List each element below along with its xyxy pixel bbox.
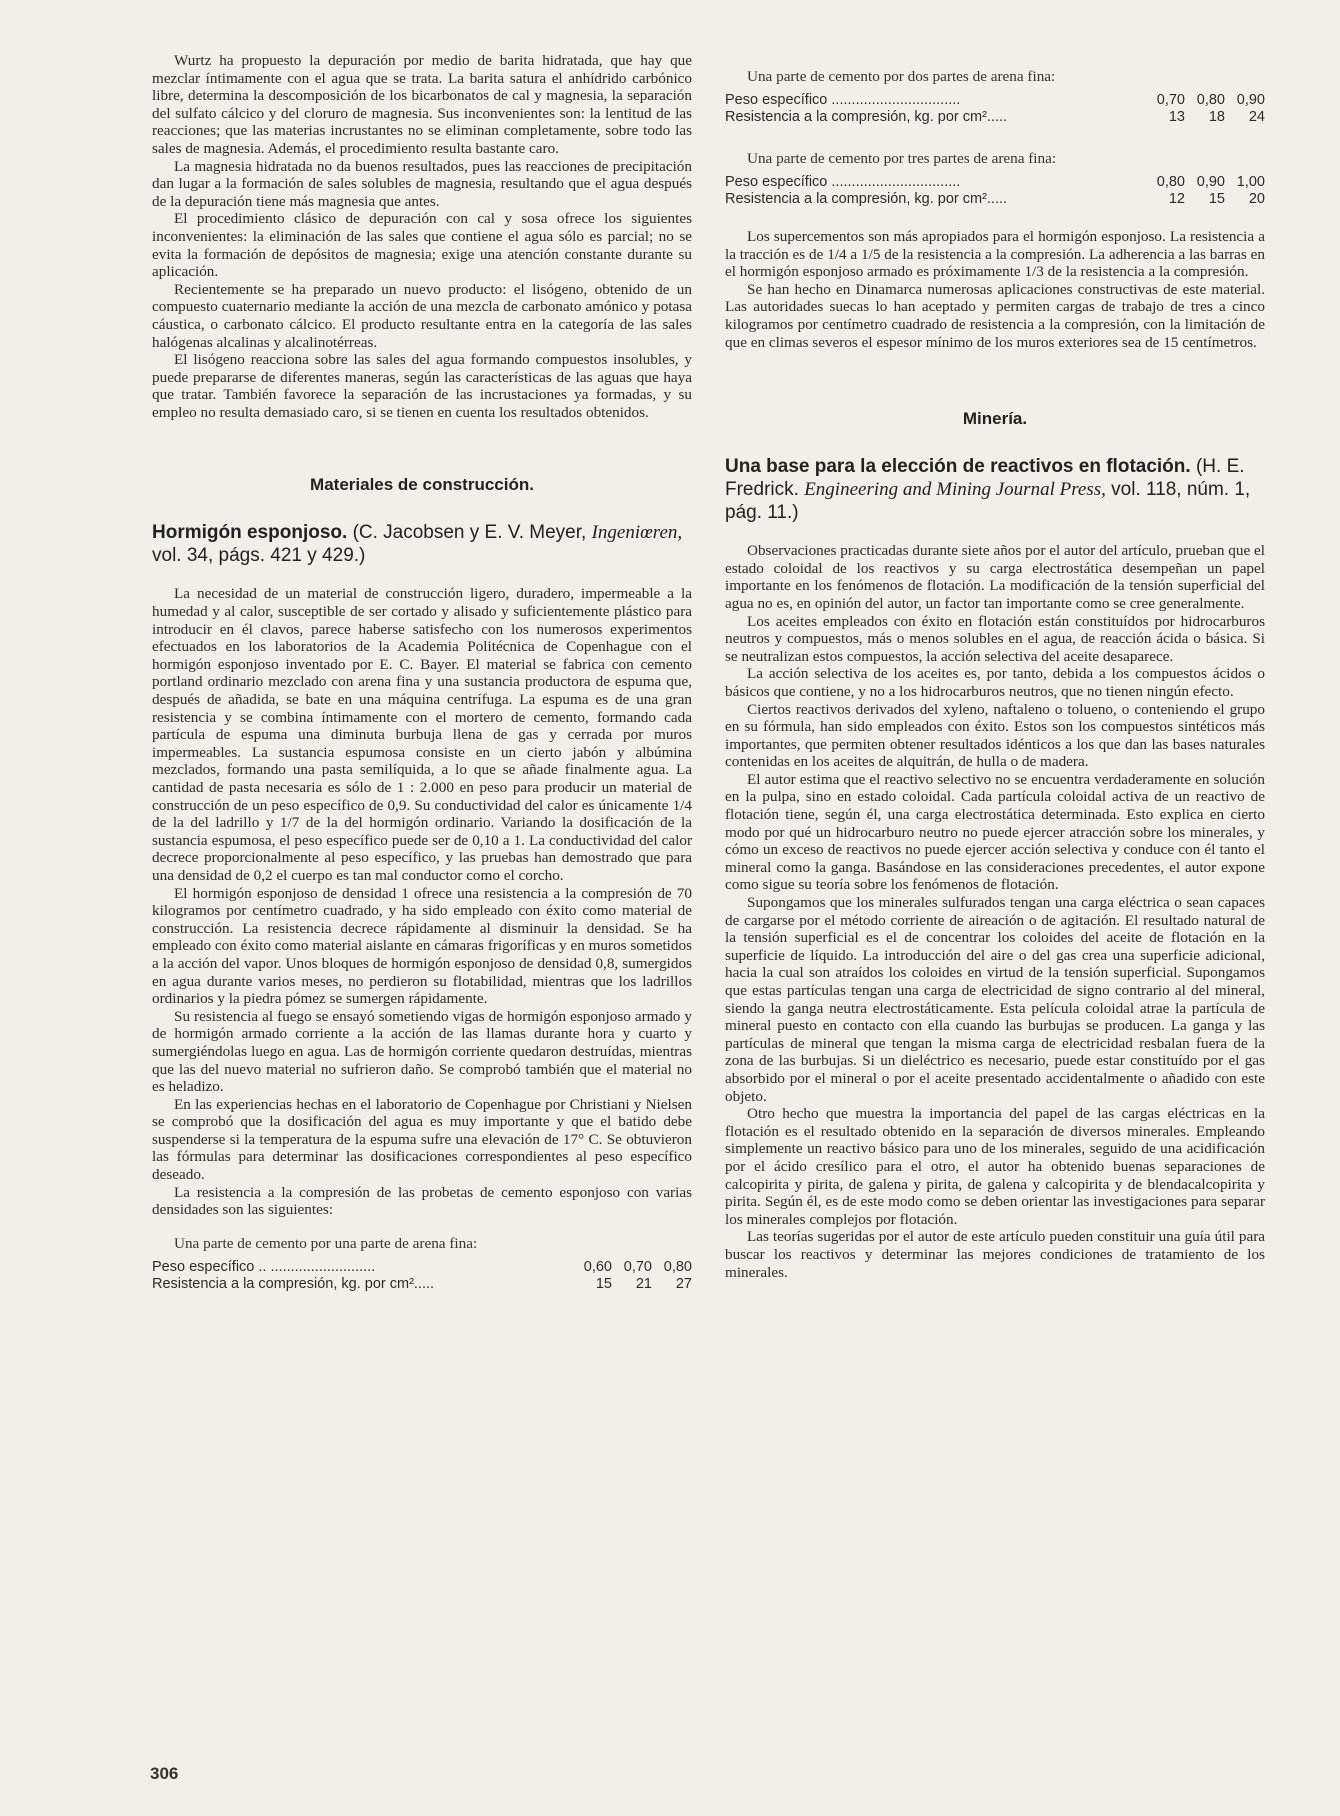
article-title-hormigon	[152, 521, 692, 567]
table-row: Resistencia a la compresión, kg. por cm²..... 13 18 24	[725, 109, 1265, 125]
body-paragraph: Otro hecho que muestra la importancia del papel de las cargas eléctricas en la flotación es el resultado obtenido en la separación de diversos minerales. Empleando simplemente un reactivo básico para uno de los minerales, seguido de una acidificación por el ácido cresílico para el otro, el autor ha obtenido buenas separaciones de calcopirita y pirita, de galena y pirita, de galena y calcopirita y de blendacalcopirita y pirita. Según él, es de este modo como se deben orientar las investigaciones para separar los minerales complejos por flotación.	[725, 1105, 1265, 1228]
body-paragraph: Las teorías sugeridas por el autor de este artículo pueden constituir una guía útil para buscar los reactivos y determinar las mejores condiciones de tratamiento de los minerales.	[725, 1228, 1265, 1281]
article-authors: (H. E. Fredrick.	[725, 456, 1245, 501]
article-heading: Una base para la elección de reactivos en flotación.	[725, 456, 1191, 478]
body-paragraph: Supongamos que los minerales sulfurados tengan una carga eléctrica o sean capaces de cargarse por el método corriente de aireación o de agitación. El resultado natural de la tensión superficial es el de concentrar los coloides del aceite de flotación en la superficie de líquido. La introducción del aire o del gas crea una superficie adicional, hacia la cual son atraídos los coloides en virtud de la tensión superficial. Supongamos que estas partículas tengan una carga de electricidad de signo contrario al del mineral, siendo la ganga neutra electrostáticamente. Esta película coloidal atrae la partícula de mineral puesto en contacto con ella cuando las burbujas se producen. La ganga y las partículas de mineral que tengan la misma carga de electricidad resbalan fuera de la zona de las burbujas. Si un dieléctrico es necesario, puede estar constituído por el gas absorbido por el mineral o por el aceite presentado accidentalmente o añadido con este objeto.	[725, 894, 1265, 1105]
article-ref: vol. 118, núm. 1, pág. 11.)	[725, 479, 1251, 524]
table-row: Resistencia a la compresión, kg. por cm²..... 12 15 20	[725, 191, 1265, 207]
article-journal: Engineering and Mining Journal Press,	[804, 479, 1106, 501]
article-ref: vol. 34, págs. 421 y 429.)	[152, 545, 366, 567]
body-paragraph: Ciertos reactivos derivados del xyleno, naftaleno o tolueno, o conteniendo el grupo en su fórmula, han sido empleados con éxito. Estos son los compuestos sintéticos más importantes, que permiten obtener resultados idénticos a los que dan las bases naturales contenidas en los aceites de alquitrán, de hulla o de madera.	[725, 700, 1265, 771]
right-column	[725, 52, 1265, 1281]
left-column	[152, 52, 692, 1293]
body-paragraph: La necesidad de un material de construcción ligero, duradero, impermeable a la humedad y al calor, susceptible de ser cortado y alisado y suficientemente plástico para introducir en él clavos, parece haberse satisfecho con los numerosos experimentos efectuados en los laboratorios de la Academia Politécnica de Copenhague con el hormigón esponjoso inventado por E. C. Bayer. El material se fabrica con cemento portland ordinario mezclado con arena fina y una sustancia productora de espuma que, después de añadida, se bate en una máquina centrífuga. La espuma es de una gran resistencia y se combina íntimamente con el mortero de cemento, formando cada partícula de espuma una diminuta burbuja llena de gas y cerrada por muros impermeables. La sustancia espumosa consiste en un cierto jabón y albúmina mezclados, formando una pasta semilíquida, a lo que se añade finalmente agua. La cantidad de pasta necesaria es sólo de 1 : 2.000 en peso para producir un material de construcción de un peso específico de 0,9. Su conductividad del calor es únicamente 1/4 de la del ladrillo y 1/7 de la del hormigón ordinario. Variando la dosificación de la sustancia espumosa, el peso específico puede ser de 0,10 a 1. La conductividad del calor decrece proporcionalmente al peso específico, y las pruebas han demostrado que para una densidad de 0,2 el cuerpo es tan mal conductor como el corcho.	[152, 585, 692, 884]
body-paragraph: En las experiencias hechas en el laboratorio de Copenhague por Christiani y Nielsen se comprobó que la dosificación del agua es muy importante y que el batido debe suspenderse si la temperatura de la espuma sufre una elevación de 17° C. Se obtuvieron las fórmulas para determinar las dosificaciones correspondientes al peso específico deseado.	[152, 1095, 692, 1184]
table3	[725, 174, 1265, 208]
article-title-flotacion	[725, 455, 1265, 524]
table-row: Peso específico .. .......................... 0,60 0,70 0,80	[152, 1258, 692, 1275]
article-journal: Ingeniœren,	[591, 522, 683, 544]
body-paragraph: El autor estima que el reactivo selectivo no se encuentra verdaderamente en solución en la pulpa, sino en estado coloidal. Cada partícula coloidal activa de un reactivo de flotación tiene, según él, una carga electrostática determinada. Esto explica en cierto modo por qué un hidrocarburo neutro no puede ejercer atracción sobre los minerales, y cómo un exceso de reactivos no puede ejercer acción selectiva y conduce con él tanto el mineral como la ganga. Basándose en las consideraciones precedentes, el autor expone como sigue su teoría sobre los fenómenos de flotación.	[725, 770, 1265, 894]
table-row: Resistencia a la compresión, kg. por cm²..... 15 21 27	[152, 1275, 692, 1292]
table1	[152, 1259, 692, 1293]
body-paragraph: Se han hecho en Dinamarca numerosas aplicaciones constructivas de este material. Las autoridades suecas lo han aceptado y permiten cargas de trabajo de tres a cinco kilogramos por centímetro cuadrado de resistencia a la compresión, con la limitación de que en climas severos el espesor mínimo de los muros exteriores sea de 15 centímetros.	[725, 280, 1265, 351]
table3-caption: Una parte de cemento por tres partes de arena fina:	[747, 150, 1057, 167]
table-row: Peso específico ................................ 0,80 0,90 1,00	[725, 174, 1265, 190]
body-paragraph: La acción selectiva de los aceites es, por tanto, debida a los compuestos ácidos o básicos que contiene, y no a los hidrocarburos neutros, que no tienen ningún efecto.	[725, 665, 1265, 700]
body-paragraph: Los supercementos son más apropiados para el hormigón esponjoso. La resistencia a la tracción es de 1/4 a 1/5 de la resistencia a la compresión. La adherencia a las barras en el hormigón esponjoso armado es próximamente 1/3 de la resistencia a la compresión.	[725, 228, 1265, 281]
table-row: Peso específico ................................ 0,70 0,80 0,90	[725, 92, 1265, 108]
article-authors: (C. Jacobsen y E. V. Meyer,	[352, 522, 587, 544]
intro-paragraph: Wurtz ha propuesto la depuración por medio de barita hidratada, que hay que mezclar íntimamente con el agua que se trata. La barita satura el anhídrido carbónico libre, determina la descomposición de los bicarbonatos de cal y magnesia, la separación del sulfato cálcico y del cloruro de magnesia. Sus inconvenientes son: la lentitud de las reacciones; que las materias incrustantes no se eliminan completamente, sobre todo las sales de magnesia. Además, el procedimiento resulta bastante caro.	[152, 52, 692, 157]
body-paragraph: Los aceites empleados con éxito en flotación están constituídos por hidrocarburos neutros y compuestos, más o menos solubles en el agua, de reacción ácida o básica. Si se neutralizan estos compuestos, la acción selectiva del aceite desaparece.	[725, 612, 1265, 665]
intro-paragraph: El procedimiento clásico de depuración con cal y sosa ofrece los siguientes inconvenientes: la eliminación de las sales que contiene el agua sólo es parcial; no se evita la formación de depósitos de magnesia; exige una atención constante durante su aplicación.	[152, 210, 692, 281]
body-paragraph: El hormigón esponjoso de densidad 1 ofrece una resistencia a la compresión de 70 kilogramos por centímetro cuadrado, y ha sido empleado con éxito como material de construcción. La resistencia decrece rápidamente al disminuir la densidad. Se ha empleado con éxito como material aislante en cámaras frigoríficas y en muros sometidos a la acción del vapor. Unos bloques de hormigón esponjoso de densidad 0,8, sumergidos en agua durante varios meses, no perdieron su flotabilidad, mientras que los ladrillos ordinarios y la piedra pómez se sumergen rápidamente.	[152, 884, 692, 1008]
page-number: 306	[150, 1764, 179, 1783]
intro-paragraph: La magnesia hidratada no da buenos resultados, pues las reacciones de precipitación dan lugar a la formación de sales solubles de magnesia, resultando que el agua después de la depuración tiene más magnesia que antes.	[152, 157, 692, 210]
intro-paragraph: Recientemente se ha preparado un nuevo producto: el lisógeno, obtenido de un compuesto cuaternario mediante la acción de una mezcla de carbonato amónico y potasa cáustica, o carbonato cálcico. El producto resultante entra en la categoría de las sales halógenas alcalinas y alcalinotérreas.	[152, 280, 692, 351]
section-title-mineria: Minería.	[962, 409, 1028, 429]
article-heading: Hormigón esponjoso.	[152, 522, 348, 544]
intro-paragraph: El lisógeno reacciona sobre las sales del agua formando compuestos insolubles, y puede prepararse de diferentes maneras, según las características de las aguas que haya que tratar. También favorece la separación de las incrustaciones ya formadas, y su empleo no resulta demasiado caro, si se tienen en cuenta los resultados obtenidos.	[152, 351, 692, 421]
section-title-construction: Materiales de construcción.	[310, 475, 534, 495]
table2-caption: Una parte de cemento por dos partes de arena fina:	[747, 68, 1056, 85]
body-paragraph: Su resistencia al fuego se ensayó sometiendo vigas de hormigón esponjoso armado y de hormigón armado corriente a la acción de las llamas durante hora y cuarto y sumergiéndolas luego en agua. Las de hormigón corriente quedaron destruídas, mientras que las del nuevo material no sufrieron daño. Se comprobó también que el material no es heladizo.	[152, 1007, 692, 1096]
body-paragraph: La resistencia a la compresión de las probetas de cemento esponjoso con varias densidades son las siguientes:	[152, 1183, 692, 1219]
body-paragraph: Observaciones practicadas durante siete años por el autor del artículo, prueban que el estado coloidal de los reactivos y su carga electrostática desempeñan un papel importante en los fenómenos de flotación. La modificación de la tensión superficial del agua no es, en opinión del autor, un factor tan importante como se cree generalmente.	[725, 542, 1265, 612]
table2	[725, 92, 1265, 126]
table1-caption: Una parte de cemento por una parte de arena fina:	[174, 1234, 478, 1252]
